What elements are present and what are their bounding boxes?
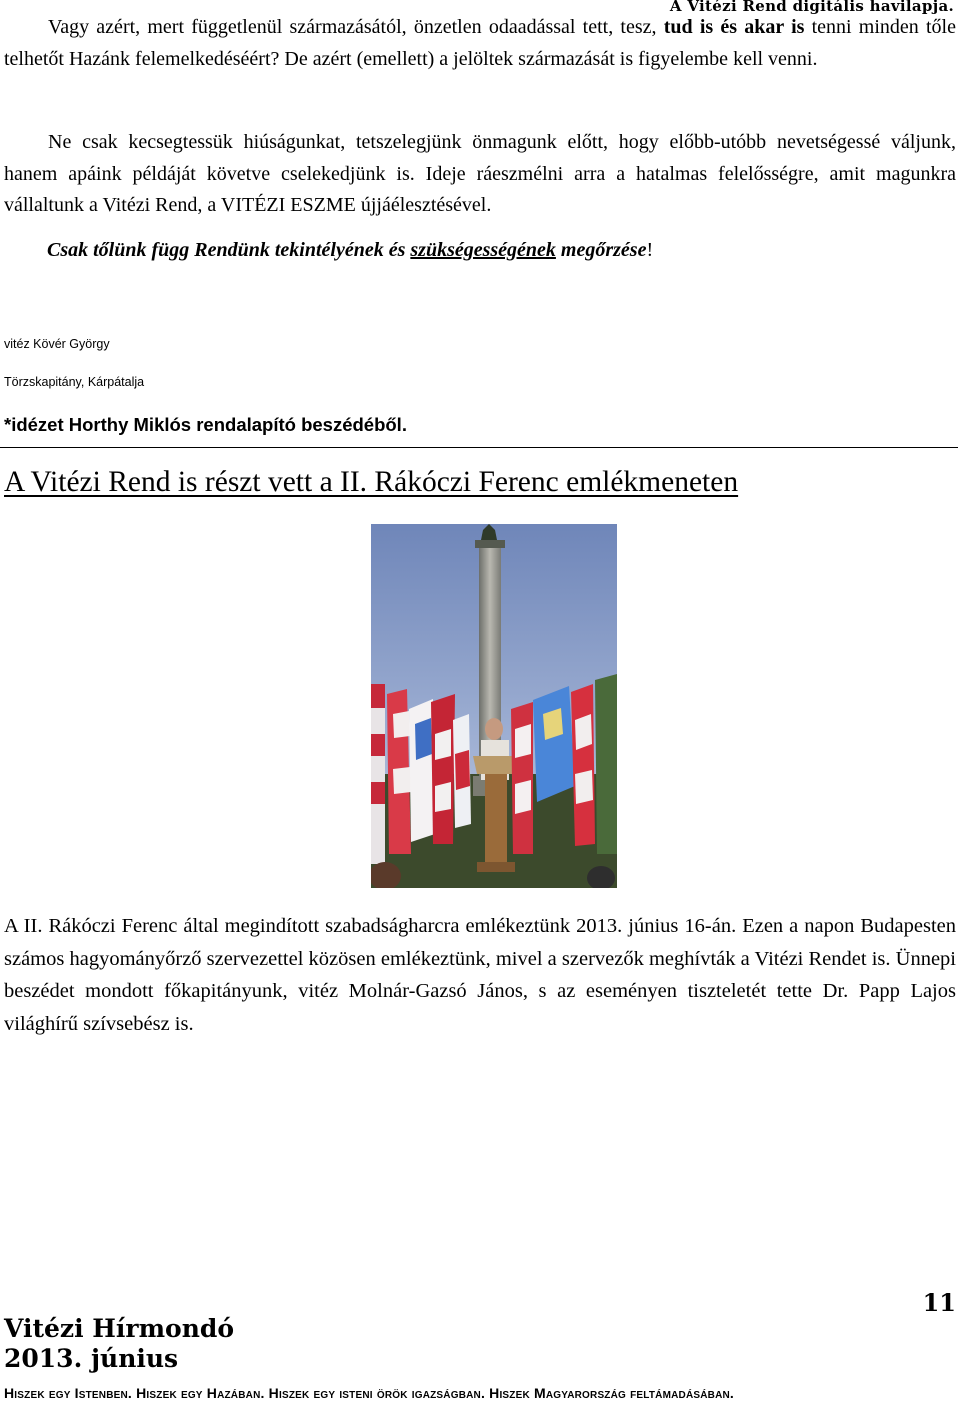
paragraph-1-bold: tud is és akar is xyxy=(663,16,805,38)
paragraph-1-text-a: Vagy azért, mert függetlenül származásától, önzetlen odaadással tett, tesz, xyxy=(48,16,664,38)
paragraph-1 xyxy=(4,12,956,75)
footer-publication xyxy=(4,1314,234,1374)
emphasis-text-b: megőrzése xyxy=(555,239,647,261)
paragraph-1-text-b: tenni minden tőle telhetőt Hazánk felemelkedéséért? De azért (emellett) a jelöltek származását is figyelembe kell venni. xyxy=(4,16,956,70)
emphasis-underlined: szükségességének xyxy=(410,239,556,261)
publication-date: 2013. június xyxy=(4,1344,179,1373)
signature-name: vitéz Kövér György xyxy=(4,337,110,351)
signature-title: Törzskapitány, Kárpátalja xyxy=(4,375,145,389)
header-title: A Vitézi Rend digitális havilapja. xyxy=(669,0,954,15)
event-photo xyxy=(371,524,617,888)
section-divider xyxy=(0,447,958,448)
footer-motto: Hiszek egy Istenben. Hiszek egy Hazában. Hiszek egy isteni örök igazságban. Hiszek Magyarország feltámadásában. xyxy=(4,1385,735,1401)
section-heading: A Vitézi Rend is részt vett a II. Rákóczi Ferenc emlékmeneten xyxy=(4,466,739,498)
emphasis-line xyxy=(47,239,653,262)
publication-name: Vitézi Hírmondó xyxy=(4,1314,235,1343)
paragraph-2 xyxy=(4,127,956,222)
section-body: A II. Rákóczi Ferenc által megindított szabadságharcra emlékeztünk 2013. június 16-án. Ezen a napon Budapesten számos hagyományőrző szervezettel közösen emlékeztünk, mivel a szervezők meghívták a Vitézi Rendet is. Ünnepi beszédet mondott főkapitányunk, vitéz Molnár-Gazsó János, s az eseményen tiszteletét tette Dr. Papp Lajos világhírű szívsebész is. xyxy=(4,915,956,1035)
emphasis-text-a: Csak tőlünk függ Rendünk tekintélyének és xyxy=(47,239,411,261)
paragraph-2-text: Ne csak kecsegtessük hiúságunkat, tetszelegjünk önmagunk előtt, hogy előbb-utóbb nevetségessé váljunk, hanem apáink példáját követve cselekedjünk is. Ideje ráeszmélni arra a hatalmas felelősségre, amit magunkra vállaltunk a Vitézi Rend, a VITÉZI ESZME újjáélesztésével. xyxy=(4,131,956,216)
emphasis-end: ! xyxy=(646,239,654,261)
page-number: 11 xyxy=(922,1288,956,1317)
quote-note: *idézet Horthy Miklós rendalapító beszédéből. xyxy=(4,414,407,435)
event-photo-illustration xyxy=(371,524,617,888)
